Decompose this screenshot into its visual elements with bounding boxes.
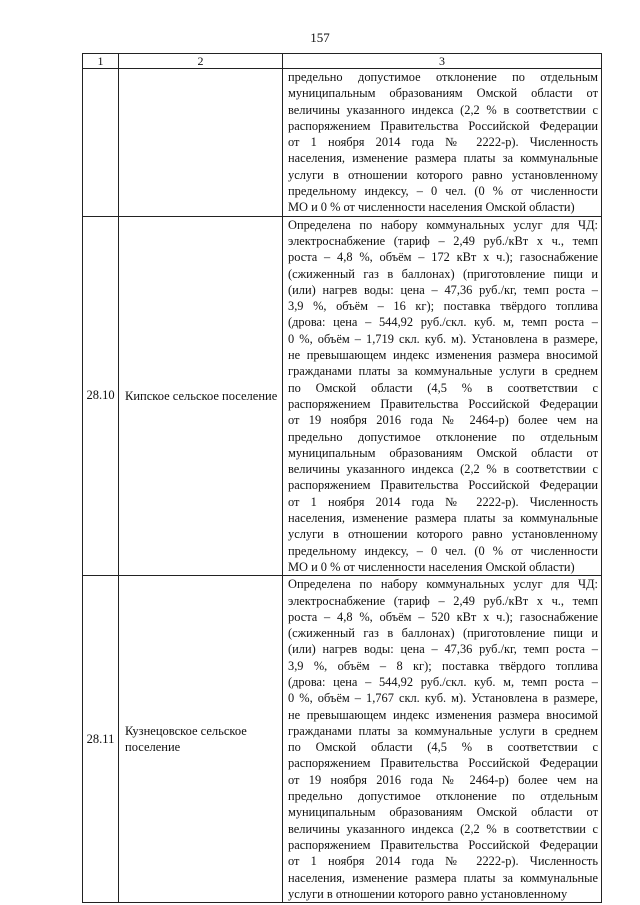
municipality-name	[119, 69, 283, 217]
text-line: по Омской области (4,5 % в соответствии с	[288, 380, 598, 395]
text-line: величины указанного индекса (2,2 % в соответствии с	[288, 462, 598, 477]
text-line: 0 %, объём – 1,767 скл. куб. м). Установлена в размере,	[288, 691, 598, 706]
text-line: (дрова: цена – 544,92 руб./скл. куб. м, темп роста –	[288, 315, 598, 330]
text-line: населения, изменение размера платы за коммунальные	[288, 151, 598, 166]
table-row	[83, 216, 602, 576]
row-description	[283, 69, 602, 217]
text-line: 3,9 %, объём – 8 кг); поставка твёрдого топлива	[288, 658, 598, 673]
text-line: распоряжением Правительства Российской Федерации	[288, 837, 598, 852]
text-line: гражданами платы за коммунальные услуги в среднем	[288, 364, 598, 379]
table-row	[83, 576, 602, 903]
text-line: муниципальным образованиям Омской области от	[288, 86, 598, 101]
text-line: электроснабжение (тариф – 2,49 руб./кВт х ч., темп	[288, 593, 598, 608]
text-line: роста – 4,8 %, объём – 520 кВт х ч.); газоснабжение	[288, 609, 598, 624]
header-col-2: 2	[119, 54, 283, 69]
text-line: величины указанного индекса (2,2 % в соответствии с	[288, 102, 598, 117]
text-line: населения, изменение размера платы за коммунальные	[288, 870, 598, 885]
text-line: распоряжением Правительства Российской Федерации	[288, 478, 598, 493]
text-line: предельно допустимое отклонение по отдельным	[288, 429, 598, 444]
text-line: не превышающем индекс изменения размера вносимой	[288, 707, 598, 722]
text-line: распоряжением Правительства Российской Федерации	[288, 756, 598, 771]
text-line: не превышающем индекс изменения размера вносимой	[288, 348, 598, 363]
text-line: (сжиженный газ в баллонах) (приготовление пищи и	[288, 626, 598, 641]
row-description	[283, 576, 602, 903]
text-line: (или) нагрев воды: цена – 47,36 руб./кг, темп роста –	[288, 642, 598, 657]
tariff-table	[82, 53, 602, 903]
text-line: услуги в отношении которого равно установленному	[288, 527, 598, 542]
text-line: от 1 ноября 2014 года № 2222-р). Численность	[288, 854, 598, 869]
text-line: (дрова: цена – 544,92 руб./скл. куб. м, темп роста –	[288, 674, 598, 689]
municipality-name: Кузнецовское сельское поселение	[119, 576, 283, 903]
text-line: распоряжением Правительства Российской Федерации	[288, 396, 598, 411]
text-line: услуги в отношении которого равно установленному	[288, 167, 598, 182]
text-line: МО и 0 % от численности населения Омской области)	[288, 200, 575, 215]
text-line: от 1 ноября 2014 года № 2222-р). Численность	[288, 494, 598, 509]
text-line: от 19 ноября 2016 года № 2464-р) более чем на	[288, 772, 598, 787]
text-line: 0 %, объём – 1,719 скл. куб. м). Установлена в размере,	[288, 331, 598, 346]
page-number: 157	[310, 30, 330, 45]
text-line: МО и 0 % от численности населения Омской области)	[288, 559, 575, 574]
text-line: по Омской области (4,5 % в соответствии с	[288, 740, 598, 755]
text-line: гражданами платы за коммунальные услуги в среднем	[288, 723, 598, 738]
text-line: муниципальным образованиям Омской области от	[288, 805, 598, 820]
row-description	[283, 216, 602, 576]
row-number	[83, 69, 119, 217]
header-col-3: 3	[283, 54, 602, 69]
text-line: Определена по набору коммунальных услуг для ЧД:	[288, 217, 598, 232]
text-line: муниципальным образованиям Омской области от	[288, 445, 598, 460]
text-line: величины указанного индекса (2,2 % в соответствии с	[288, 821, 598, 836]
row-number: 28.10	[83, 216, 119, 576]
table-row	[83, 69, 602, 217]
text-line: предельно допустимое отклонение по отдельным	[288, 789, 598, 804]
text-line: электроснабжение (тариф – 2,49 руб./кВт х ч., темп	[288, 233, 598, 248]
text-line: (или) нагрев воды: цена – 47,36 руб./кг, темп роста –	[288, 282, 598, 297]
text-line: от 19 ноября 2016 года № 2464-р) более чем на	[288, 413, 598, 428]
text-line: роста – 4,8 %, объём – 172 кВт х ч.); газоснабжение	[288, 250, 598, 265]
text-line: от 1 ноября 2014 года № 2222-р). Численность	[288, 135, 598, 150]
row-number: 28.11	[83, 576, 119, 903]
header-col-1: 1	[83, 54, 119, 69]
text-line: Определена по набору коммунальных услуг для ЧД:	[288, 577, 598, 592]
text-line: предельному индексу, – 0 чел. (0 % от численности	[288, 184, 598, 199]
text-line: (сжиженный газ в баллонах) (приготовление пищи и	[288, 266, 598, 281]
text-line: предельно допустимое отклонение по отдельным	[288, 70, 598, 84]
table-header-row	[83, 54, 602, 69]
municipality-name: Кипское сельское поселение	[119, 216, 283, 576]
text-line: предельному индексу, – 0 чел. (0 % от численности	[288, 543, 598, 558]
text-line: услуги в отношении которого равно установленному	[288, 886, 568, 901]
text-line: распоряжением Правительства Российской Федерации	[288, 118, 598, 133]
text-line: населения, изменение размера платы за коммунальные	[288, 511, 598, 526]
text-line: 3,9 %, объём – 16 кг); поставка твёрдого топлива	[288, 299, 598, 314]
